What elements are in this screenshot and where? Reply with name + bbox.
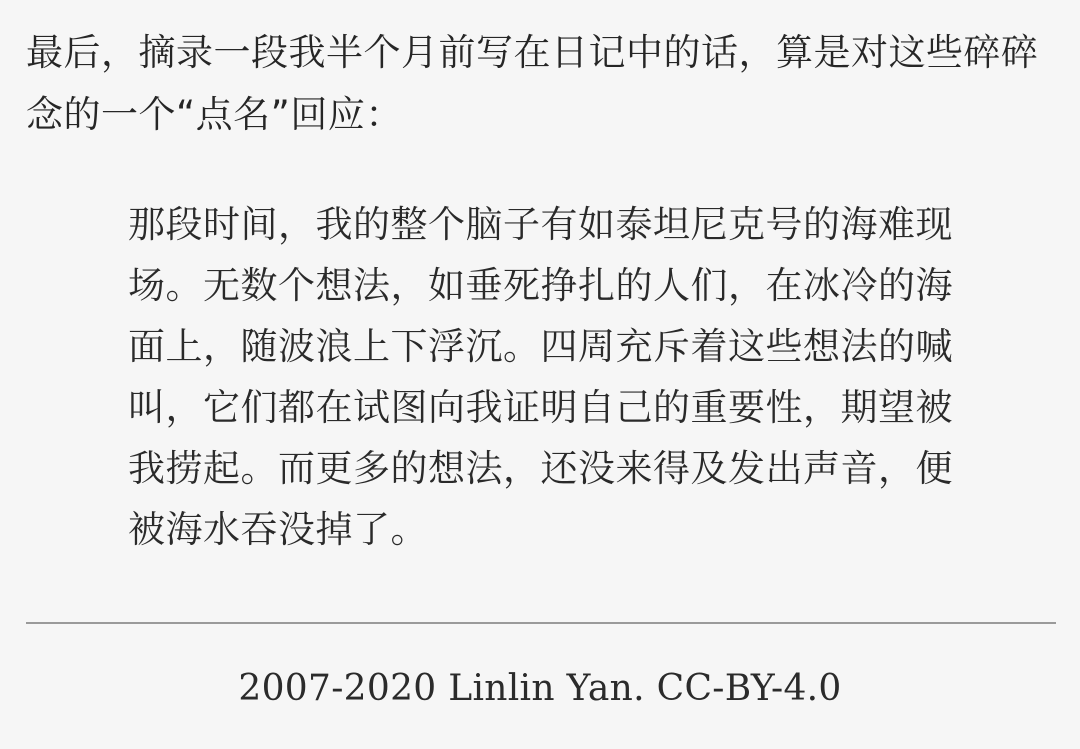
footer-divider: [26, 622, 1056, 624]
diary-blockquote: 那段时间，我的整个脑子有如泰坦尼克号的海难现场。无数个想法，如垂死挣扎的人们，在冰冷的海面上，随波浪上下浮沉。四周充斥着这些想法的喊叫，它们都在试图向我证明自己的重要性，期望被我捞起。而更多的想法，还没来得及发出声音，便被海水吞没掉了。: [128, 203, 953, 551]
copyright-footer: 2007-2020 Linlin Yan. CC-BY-4.0: [238, 668, 842, 709]
intro-paragraph: 最后，摘录一段我半个月前写在日记中的话，算是对这些碎碎念的一个“点名”回应：: [26, 31, 1039, 136]
